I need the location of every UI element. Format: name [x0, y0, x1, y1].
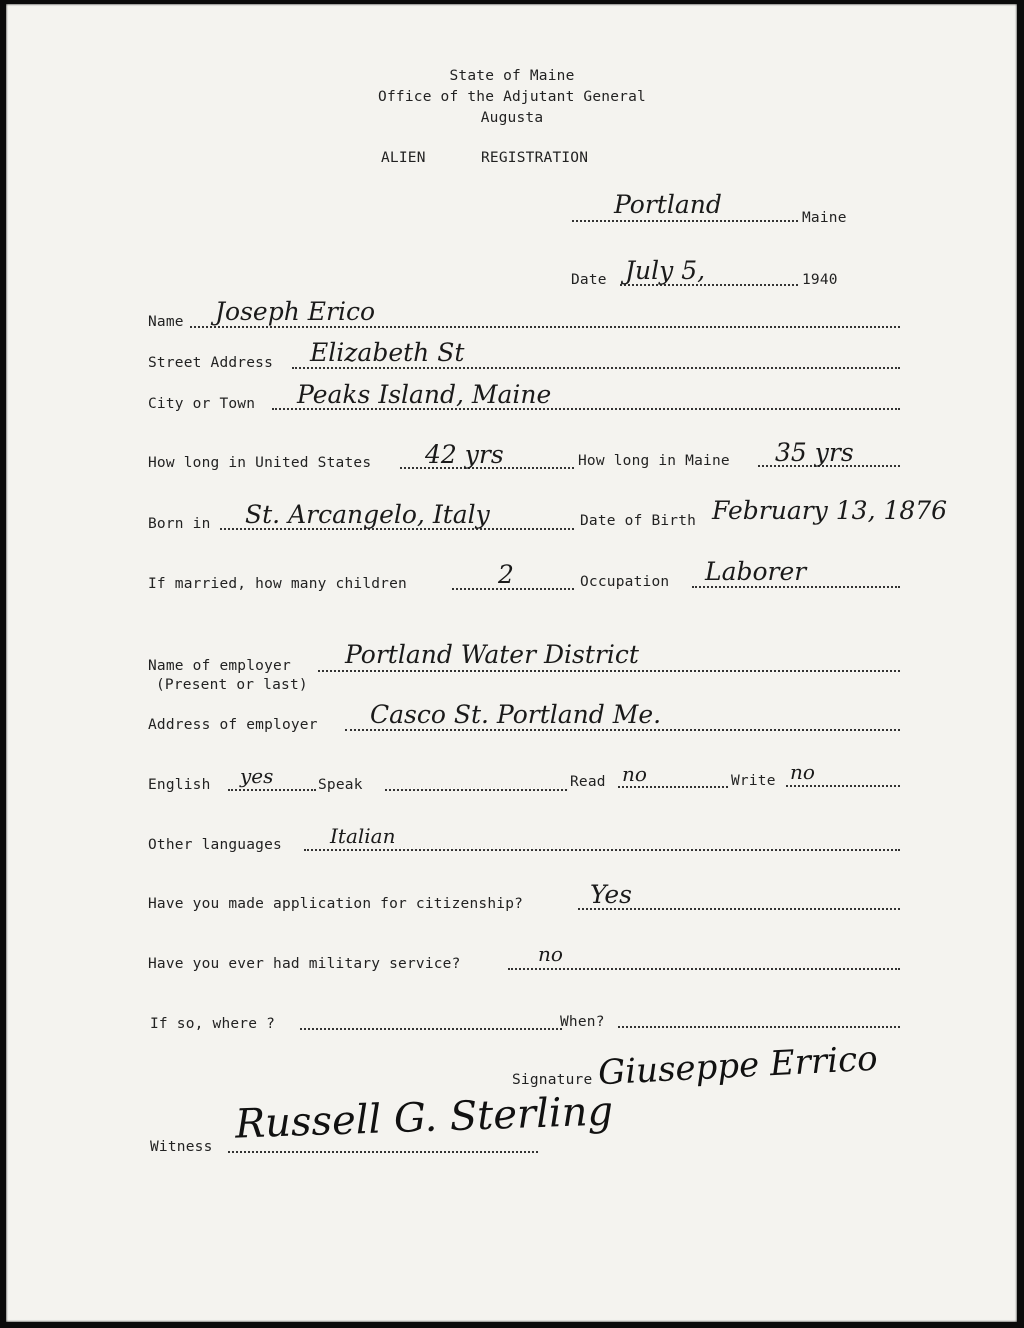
read-label: Read	[570, 774, 606, 790]
signature-value: Giuseppe Errico	[597, 1038, 879, 1094]
where-dots	[300, 1028, 562, 1030]
street-dots	[292, 367, 900, 369]
us-time-label: How long in United States	[148, 455, 372, 471]
name-value: Joseph Erico	[215, 297, 375, 326]
city-value: Peaks Island, Maine	[297, 380, 552, 409]
write-dots	[786, 785, 900, 787]
where-label: If so, where ?	[150, 1016, 276, 1032]
dob-value: February 13, 1876	[712, 496, 948, 525]
date-value: July 5,	[625, 256, 706, 285]
when-dots	[618, 1026, 900, 1028]
employer-dots	[318, 670, 900, 672]
speak-label: Speak	[318, 777, 363, 793]
when-label: When?	[560, 1014, 605, 1030]
city-label: City or Town	[148, 396, 256, 412]
header-city: Augusta	[480, 110, 544, 126]
read-value: no	[622, 762, 647, 786]
children-value: 2	[498, 560, 514, 589]
place-suffix: Maine	[802, 210, 847, 226]
military-label: Have you ever had military service?	[148, 956, 461, 972]
occupation-label: Occupation	[580, 574, 670, 590]
title-alien: ALIEN	[381, 150, 426, 166]
english-label: English	[148, 777, 211, 793]
street-value: Elizabeth St	[310, 338, 465, 367]
military-value: no	[538, 942, 563, 966]
military-dots	[508, 968, 900, 970]
other-languages-value: Italian	[330, 824, 396, 848]
maine-time-value: 35 yrs	[775, 438, 854, 467]
other-languages-label: Other languages	[148, 837, 282, 853]
employer-address-label: Address of employer	[148, 717, 318, 733]
date-label: Date	[571, 272, 607, 288]
employer-sublabel: (Present or last)	[156, 677, 308, 693]
signature-label: Signature	[512, 1072, 593, 1088]
employer-address-dots	[345, 729, 900, 731]
born-in-label: Born in	[148, 516, 211, 532]
witness-signature: Russell G. Sterling	[234, 1088, 614, 1148]
born-in-value: St. Arcangelo, Italy	[245, 500, 490, 529]
dob-label: Date of Birth	[580, 513, 697, 529]
maine-time-label: How long in Maine	[578, 453, 730, 469]
occupation-value: Laborer	[705, 557, 807, 586]
write-value: no	[790, 760, 815, 784]
children-label: If married, how many children	[148, 576, 407, 592]
place-dots	[572, 220, 798, 222]
write-label: Write	[731, 773, 776, 789]
employer-address-value: Casco St. Portland Me.	[370, 700, 662, 729]
header-office: Office of the Adjutant General	[378, 89, 646, 105]
name-dots	[190, 326, 900, 328]
witness-dots	[228, 1151, 538, 1153]
speak-dots	[385, 789, 567, 791]
us-time-value: 42 yrs	[425, 440, 504, 469]
read-dots	[618, 786, 728, 788]
street-label: Street Address	[148, 355, 274, 371]
other-languages-dots	[304, 849, 900, 851]
english-dots	[228, 789, 316, 791]
witness-label: Witness	[150, 1139, 213, 1155]
place-value: Portland	[614, 190, 722, 219]
citizenship-value: Yes	[590, 880, 632, 909]
title-registration: REGISTRATION	[481, 150, 589, 166]
name-label: Name	[148, 314, 184, 330]
english-value: yes	[240, 764, 274, 788]
occupation-dots	[692, 586, 900, 588]
citizenship-label: Have you made application for citizenship?	[148, 896, 524, 912]
date-year: 1940	[802, 272, 838, 288]
header-state: State of Maine	[449, 68, 575, 84]
employer-value: Portland Water District	[345, 640, 639, 669]
employer-label: Name of employer	[148, 658, 291, 674]
